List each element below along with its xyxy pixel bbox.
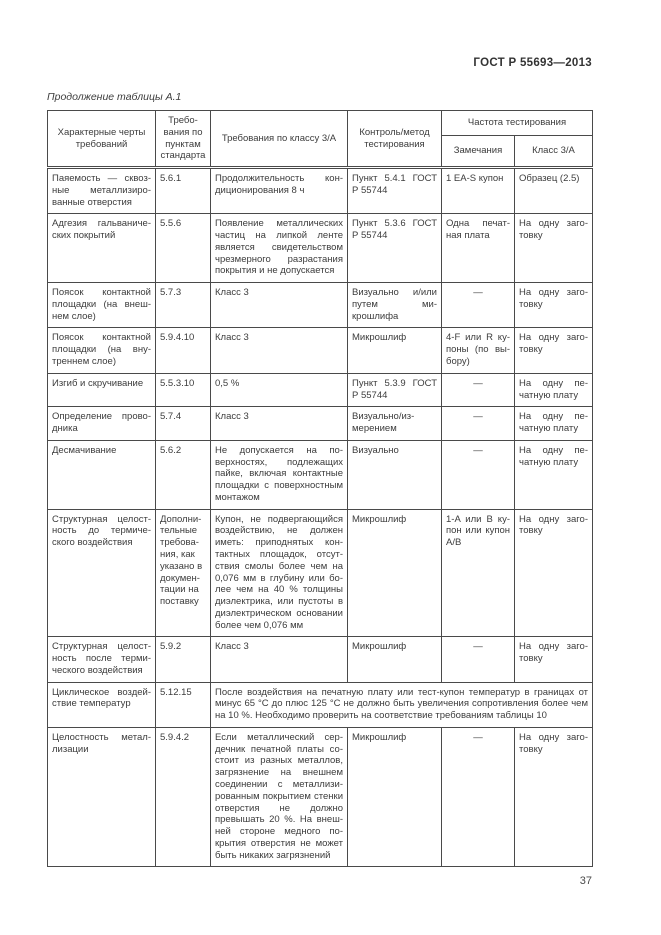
cell-c4: Микрошлиф — [348, 637, 442, 682]
cell-c1: Определение проводника — [48, 407, 156, 441]
cell-c4: Пункт 5.3.6 ГОСТ Р 55744 — [348, 214, 442, 283]
table-row — [48, 509, 593, 637]
cell-c1: Структурная целостность после термического воздействия — [48, 637, 156, 682]
cell-c3: Класс 3 — [211, 328, 348, 373]
cell-c4: Визуально и/или путем микрошлифа — [348, 283, 442, 328]
cell-c2: 5.7.3 — [156, 283, 211, 328]
table-row — [48, 168, 593, 214]
cell-c6: На одну печатную плату — [515, 373, 593, 407]
cell-c6: На одну заготовку — [515, 727, 593, 866]
header-control-method: Контроль/метод тестирования — [348, 111, 442, 168]
page-content — [47, 57, 592, 887]
header-test-frequency-group: Частота тестирования — [442, 111, 593, 136]
cell-c5: 1 EA-S купон — [442, 168, 515, 214]
doc-code: ГОСТ Р 55693—2013 — [473, 57, 592, 69]
cell-c2: 5.12.15 — [156, 682, 211, 727]
header-row-main — [48, 111, 593, 136]
cell-c5: — — [442, 373, 515, 407]
table-header — [48, 111, 593, 168]
requirements-table — [47, 110, 593, 867]
cell-c5: — — [442, 727, 515, 866]
cell-c2: 5.9.4.10 — [156, 328, 211, 373]
cell-c6: На одну заготовку — [515, 214, 593, 283]
table-row — [48, 328, 593, 373]
cell-c5: — — [442, 440, 515, 509]
cell-c3: 0,5 % — [211, 373, 348, 407]
cell-c6: На одну печатную плату — [515, 440, 593, 509]
cell-c2: Дополнительные требования, как указано в документации на поставку — [156, 509, 211, 637]
table-row — [48, 682, 593, 727]
cell-c1: Структурная целостность до термического воздействия — [48, 509, 156, 637]
cell-c4: Микрошлиф — [348, 328, 442, 373]
cell-c4: Визуально/измерением — [348, 407, 442, 441]
cell-c3: Купон, не подвергающийся воздействию, не должен иметь: приподнятых контактных площадок, отсутствия смолы более чем на 0,076 мм в глубину или более чем на 40 % толщины диэлектрика, или пустоты в диэлектрическом основании более чем 0,076 мм — [211, 509, 348, 637]
cell-c2: 5.6.1 — [156, 168, 211, 214]
cell-c1: Адгезия гальванических покрытий — [48, 214, 156, 283]
cell-c6: На одну заготовку — [515, 328, 593, 373]
cell-c4: Визуально — [348, 440, 442, 509]
cell-c6: На одну заготовку — [515, 637, 593, 682]
cell-c2: 5.5.6 — [156, 214, 211, 283]
cell-c1: Поясок контактной площадки (на внутреннем слое) — [48, 328, 156, 373]
table-row — [48, 214, 593, 283]
cell-c1: Циклическое воздействие температур — [48, 682, 156, 727]
cell-c6: На одну заготовку — [515, 509, 593, 637]
cell-c1: Десмачивание — [48, 440, 156, 509]
cell-c4: Микрошлиф — [348, 509, 442, 637]
table-row — [48, 407, 593, 441]
cell-c5: 4-F или R купоны (по выбору) — [442, 328, 515, 373]
cell-c6: На одну печатную плату — [515, 407, 593, 441]
cell-c5: Одна печатная плата — [442, 214, 515, 283]
table-row — [48, 373, 593, 407]
cell-c1: Поясок контактной площадки (на внешнем слое) — [48, 283, 156, 328]
cell-c3: Класс 3 — [211, 637, 348, 682]
cell-c3: Не допускается на поверхностях, подлежащих пайке, включая контактные площадки с поверхностным монтажом — [211, 440, 348, 509]
header-class-3a: Класс 3/А — [515, 136, 593, 168]
cell-c4: Пункт 5.4.1 ГОСТ Р 55744 — [348, 168, 442, 214]
cell-c2: 5.6.2 — [156, 440, 211, 509]
header-characteristics: Характерные черты требований — [48, 111, 156, 168]
cell-c4: Пункт 5.3.9 ГОСТ Р 55744 — [348, 373, 442, 407]
cell-c3: Продолжительность кондиционирования 8 ч — [211, 168, 348, 214]
table-row — [48, 637, 593, 682]
header-standard-clause: Требования по пунктам стандарта — [156, 111, 211, 168]
table-row — [48, 440, 593, 509]
cell-c3: Если металлический сердечник печатной платы состоит из разных металлов, загрязнение на внешнем соединении с металлизированным покрытием стенки отверстия не должно превышать 20 %. На внешней стороне медного покрытия отверстия не может быть никаких загрязнений — [211, 727, 348, 866]
table-row — [48, 727, 593, 866]
cell-c2: 5.9.2 — [156, 637, 211, 682]
cell-c6: На одну заготовку — [515, 283, 593, 328]
cell-c2: 5.5.3.10 — [156, 373, 211, 407]
header-remarks: Замечания — [442, 136, 515, 168]
cell-c3: Класс 3 — [211, 283, 348, 328]
cell-c3: Появление металлических частиц на липкой ленте является свидетельством чрезмерного разрастания покрытия и не допускается — [211, 214, 348, 283]
cell-c4: Микрошлиф — [348, 727, 442, 866]
cell-c6: Образец (2.5) — [515, 168, 593, 214]
cell-c1: Целостность металлизации — [48, 727, 156, 866]
cell-c5: — — [442, 283, 515, 328]
table-body — [48, 168, 593, 867]
cell-c5: — — [442, 407, 515, 441]
cell-c2: 5.7.4 — [156, 407, 211, 441]
page-number: 37 — [579, 875, 592, 888]
header-class-requirements: Требования по классу 3/А — [211, 111, 348, 168]
table-caption: Продолжение таблицы А.1 — [47, 91, 182, 103]
cell-merged: После воздействия на печатную плату или тест-купон температур в границах от минус 65 °С до плюс 125 °С не должно быть увеличения сопротивления более чем на 10 %. Необходимо проверить на соответствие требованиям таблицы 10 — [211, 682, 593, 727]
table-row — [48, 283, 593, 328]
cell-c5: 1-A или B купон или купон A/B — [442, 509, 515, 637]
cell-c2: 5.9.4.2 — [156, 727, 211, 866]
cell-c3: Класс 3 — [211, 407, 348, 441]
cell-c5: — — [442, 637, 515, 682]
cell-c1: Изгиб и скручивание — [48, 373, 156, 407]
cell-c1: Паяемость — сквозные металлизированные отверстия — [48, 168, 156, 214]
